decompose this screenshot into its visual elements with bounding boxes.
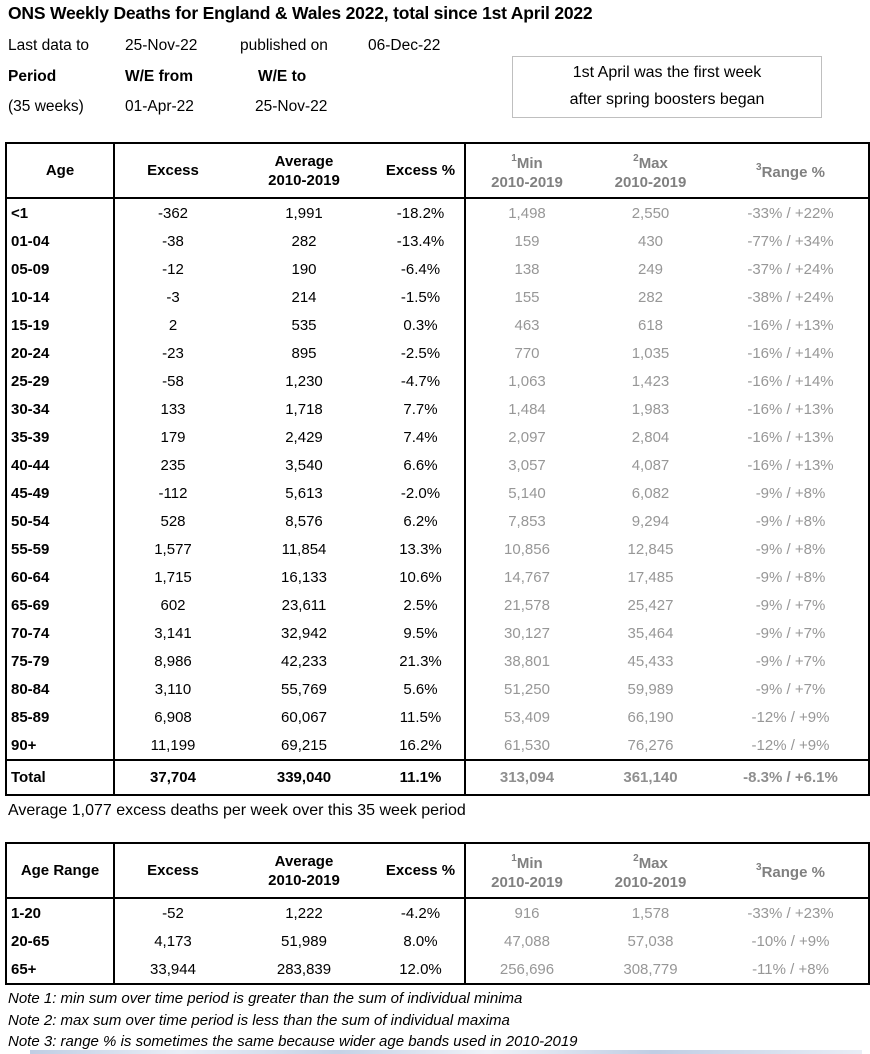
value-cell: 38,801 [504, 652, 550, 670]
table-row [6, 507, 869, 535]
row-label-cell: 65+ [6, 955, 114, 984]
table-row [6, 423, 869, 451]
value-cell: 37,704 [114, 760, 231, 795]
value-cell: 1,035 [631, 344, 670, 362]
value-cell: 69,215 [281, 736, 327, 754]
value-cell: 339,040 [231, 760, 377, 795]
value-cell: 9.5% [377, 619, 465, 647]
published-label: published on [240, 37, 328, 54]
value-cell: -6.4% [377, 255, 465, 283]
row-label-cell: 20-24 [6, 339, 114, 367]
value-cell: 3,110 [154, 680, 192, 698]
value-cell: 53,409 [504, 708, 550, 726]
value-cell: 1,484 [508, 400, 546, 418]
we-to-value: 25-Nov-22 [255, 98, 328, 115]
age-table [5, 142, 870, 796]
note-3: Note 3: range % is sometimes the same because wider age bands used in 2010-2019 [8, 1033, 578, 1050]
col-header-excess: Excess [114, 143, 231, 198]
row-label-cell: 20-65 [6, 927, 114, 955]
row-label-cell: 55-59 [6, 535, 114, 563]
row-label-cell: 10-14 [6, 283, 114, 311]
value-cell: 51,989 [281, 932, 327, 950]
value-cell: 283,839 [276, 960, 332, 978]
value-cell: -9% / +7% [755, 680, 826, 698]
row-label-cell: 15-19 [6, 311, 114, 339]
callout-line2: after spring boosters began [569, 91, 765, 108]
value-cell: 2,550 [631, 204, 670, 222]
value-cell: 2,429 [285, 428, 323, 446]
value-cell: 2.5% [377, 591, 465, 619]
row-label-cell: 01-04 [6, 227, 114, 255]
value-cell: -1.5% [377, 283, 465, 311]
table-row [6, 591, 869, 619]
note-2: Note 2: max sum over time period is less than the sum of individual maxima [8, 1011, 510, 1029]
value-cell: 3,057 [508, 456, 546, 474]
value-cell: 1,222 [285, 904, 323, 922]
value-cell: -16% / +14% [747, 344, 834, 362]
value-cell: -11% / +8% [752, 960, 829, 978]
table-row [6, 898, 869, 927]
row-label-cell: 45-49 [6, 479, 114, 507]
value-cell: 214 [291, 288, 317, 306]
table-row [6, 535, 869, 563]
value-cell: 42,233 [281, 652, 327, 670]
value-cell: 11.1% [377, 760, 465, 795]
value-cell: 32,942 [281, 624, 327, 642]
value-cell: 2,097 [508, 428, 546, 446]
value-cell: 895 [291, 344, 317, 362]
value-cell: 7.7% [377, 395, 465, 423]
value-cell: 3,540 [285, 456, 323, 474]
value-cell: 25,427 [627, 596, 674, 614]
table-row [6, 955, 869, 984]
row-label-cell: 85-89 [6, 703, 114, 731]
value-cell: 12,845 [627, 540, 674, 558]
value-cell: 33,944 [150, 960, 196, 978]
table-row [6, 451, 869, 479]
value-cell: 2,804 [631, 428, 670, 446]
col-header-excess-pct: Excess % [377, 843, 465, 898]
row-label-cell: 80-84 [6, 675, 114, 703]
value-cell: 5.6% [377, 675, 465, 703]
value-cell: 45,433 [627, 652, 674, 670]
value-cell: -112 [158, 484, 188, 502]
table-row [6, 367, 869, 395]
last-data-value: 25-Nov-22 [125, 37, 198, 54]
value-cell: 235 [160, 456, 186, 474]
value-cell: -18.2% [377, 198, 465, 227]
value-cell: 7,853 [508, 512, 546, 530]
table-row [6, 311, 869, 339]
value-cell: 35,464 [627, 624, 674, 642]
value-cell: 10.6% [377, 563, 465, 591]
value-cell: 11.5% [377, 703, 465, 731]
value-cell: 159 [514, 232, 540, 250]
value-cell: 9,294 [631, 512, 670, 530]
bottom-strip [30, 1050, 862, 1054]
header-row [6, 143, 869, 198]
total-row [6, 760, 869, 795]
value-cell: 2 [168, 316, 178, 334]
table-row [6, 227, 869, 255]
table-row [6, 647, 869, 675]
value-cell: -3 [166, 288, 180, 306]
value-cell: 1,578 [631, 904, 670, 922]
note-1: Note 1: min sum over time period is greater than the sum of individual minima [8, 990, 523, 1007]
table-row [6, 703, 869, 731]
col-header-excess-pct: Excess % [377, 143, 465, 198]
published-value: 06-Dec-22 [368, 37, 441, 54]
value-cell: 30,127 [504, 624, 550, 642]
notes [8, 988, 578, 1053]
col-header-min: $^1$Min 2010-2019 [465, 143, 588, 198]
value-cell: -58 [162, 372, 184, 390]
value-cell: -9% / +7% [755, 652, 826, 670]
callout-line1: 1st April was the first week [572, 64, 762, 81]
value-cell: -9% / +8% [755, 568, 826, 586]
period-sub: (35 weeks) [8, 98, 84, 115]
value-cell: -10% / +9% [751, 932, 830, 950]
value-cell: 256,696 [499, 960, 555, 978]
value-cell: -9% / +8% [755, 512, 826, 530]
we-from-label: W/E from [125, 68, 194, 85]
callout-box [512, 56, 822, 118]
value-cell: 4,087 [631, 456, 670, 474]
value-cell: -37% / +24% [747, 260, 834, 278]
value-cell: -16% / +13% [747, 428, 834, 446]
value-cell: 13.3% [377, 535, 465, 563]
last-data-label: Last data to [8, 37, 90, 54]
value-cell: -12% / +9% [751, 708, 830, 726]
value-cell: 11,199 [150, 736, 196, 754]
value-cell: 770 [514, 344, 540, 362]
value-cell: 17,485 [627, 568, 674, 586]
row-label-cell: 75-79 [6, 647, 114, 675]
value-cell: 282 [291, 232, 317, 250]
table-row [6, 563, 869, 591]
row-label-cell: 90+ [6, 731, 114, 760]
row-label-cell: 25-29 [6, 367, 114, 395]
we-to-label: W/E to [258, 68, 307, 85]
value-cell: 179 [160, 428, 186, 446]
value-cell: 14,767 [504, 568, 550, 586]
value-cell: 618 [637, 316, 664, 334]
table-row [6, 255, 869, 283]
row-label-cell: 65-69 [6, 591, 114, 619]
value-cell: -16% / +13% [747, 400, 834, 418]
value-cell: 66,190 [627, 708, 674, 726]
value-cell: -38% / +24% [747, 288, 834, 306]
col-header-average: Average 2010-2019 [231, 843, 377, 898]
row-label-cell: 30-34 [6, 395, 114, 423]
table-row [6, 395, 869, 423]
row-label-cell: 50-54 [6, 507, 114, 535]
table-row [6, 731, 869, 760]
value-cell: 5,140 [508, 484, 546, 502]
value-cell: -9% / +7% [755, 624, 826, 642]
value-cell: 1,230 [285, 372, 323, 390]
value-cell: 138 [514, 260, 540, 278]
period-label: Period [8, 68, 57, 85]
value-cell: 55,769 [281, 680, 327, 698]
value-cell: 528 [160, 512, 186, 530]
value-cell: 7.4% [377, 423, 465, 451]
col-header-max: $^2$Max 2010-2019 [588, 143, 713, 198]
value-cell: 1,498 [508, 204, 546, 222]
table-row [6, 198, 869, 227]
value-cell: -2.5% [377, 339, 465, 367]
value-cell: -12 [162, 260, 184, 278]
value-cell: 21.3% [377, 647, 465, 675]
header-row [6, 843, 869, 898]
value-cell: 133 [160, 400, 186, 418]
value-cell: -77% / +34% [747, 232, 834, 250]
value-cell: 6,908 [154, 708, 192, 726]
value-cell: 1,983 [631, 400, 670, 418]
value-cell: 3,141 [154, 624, 192, 642]
row-label-cell: 40-44 [6, 451, 114, 479]
value-cell: 190 [291, 260, 317, 278]
value-cell: 12.0% [377, 955, 465, 984]
age-range-table [5, 842, 870, 985]
value-cell: 1,063 [508, 372, 546, 390]
value-cell: 1,718 [285, 400, 323, 418]
value-cell: -4.7% [377, 367, 465, 395]
table-row [6, 619, 869, 647]
value-cell: 1,423 [631, 372, 670, 390]
value-cell: 21,578 [504, 596, 550, 614]
value-cell: 6,082 [631, 484, 670, 502]
table-row [6, 283, 869, 311]
value-cell: -33% / +23% [747, 904, 834, 922]
page-title: ONS Weekly Deaths for England & Wales 2022, total since 1st April 2022 [8, 3, 593, 23]
table-row [6, 927, 869, 955]
value-cell: -9% / +8% [755, 540, 826, 558]
row-label-cell: 1-20 [6, 898, 114, 927]
value-cell: 11,854 [281, 540, 327, 558]
col-header-range: $^3$Range % [713, 143, 869, 198]
value-cell: 155 [514, 288, 540, 306]
value-cell: 313,094 [465, 760, 588, 795]
value-cell: 61,530 [504, 736, 550, 754]
summary-text: Average 1,077 excess deaths per week over this 35 week period [8, 802, 466, 819]
value-cell: -38 [162, 232, 184, 250]
value-cell: -16% / +13% [747, 316, 834, 334]
value-cell: 1,715 [154, 568, 192, 586]
value-cell: -33% / +22% [747, 204, 834, 222]
table-row [6, 479, 869, 507]
col-header-average: Average 2010-2019 [231, 143, 377, 198]
value-cell: -9% / +7% [755, 596, 826, 614]
value-cell: 16,133 [281, 568, 327, 586]
table-row [6, 675, 869, 703]
value-cell: 602 [160, 596, 186, 614]
col-header-age-range: Age Range [6, 843, 114, 898]
we-from-value: 01-Apr-22 [125, 98, 194, 115]
value-cell: 60,067 [281, 708, 327, 726]
col-header-age: Age [6, 143, 114, 198]
value-cell: 535 [291, 316, 317, 334]
table-row [6, 339, 869, 367]
row-label-cell: Total [6, 760, 114, 795]
value-cell: 51,250 [504, 680, 550, 698]
row-label-cell: 35-39 [6, 423, 114, 451]
value-cell: 249 [637, 260, 664, 278]
value-cell: 430 [637, 232, 664, 250]
value-cell: 1,577 [154, 540, 192, 558]
value-cell: -4.2% [377, 898, 465, 927]
value-cell: 4,173 [154, 932, 192, 950]
col-header-min: $^1$Min 2010-2019 [465, 843, 588, 898]
value-cell: 916 [514, 904, 540, 922]
value-cell: -8.3% / +6.1% [713, 760, 869, 795]
value-cell: -16% / +14% [747, 372, 834, 390]
value-cell: 8,986 [154, 652, 192, 670]
value-cell: 308,779 [623, 960, 678, 978]
value-cell: -2.0% [377, 479, 465, 507]
value-cell: 8.0% [377, 927, 465, 955]
value-cell: 76,276 [627, 736, 674, 754]
row-label-cell: 05-09 [6, 255, 114, 283]
col-header-range: $^3$Range % [713, 843, 869, 898]
row-label-cell: 70-74 [6, 619, 114, 647]
value-cell: 59,989 [627, 680, 674, 698]
value-cell: 8,576 [285, 512, 323, 530]
row-label-cell: 60-64 [6, 563, 114, 591]
value-cell: 6.6% [377, 451, 465, 479]
value-cell: 6.2% [377, 507, 465, 535]
value-cell: 5,613 [285, 484, 323, 502]
value-cell: 361,140 [588, 760, 713, 795]
value-cell: 0.3% [377, 311, 465, 339]
value-cell: -23 [162, 344, 184, 362]
value-cell: 10,856 [504, 540, 550, 558]
value-cell: -9% / +8% [755, 484, 826, 502]
value-cell: 47,088 [504, 932, 550, 950]
value-cell: -12% / +9% [751, 736, 830, 754]
value-cell: 282 [637, 288, 664, 306]
value-cell: -52 [162, 904, 184, 922]
col-header-max: $^2$Max 2010-2019 [588, 843, 713, 898]
value-cell: 57,038 [627, 932, 674, 950]
value-cell: -362 [157, 204, 189, 222]
value-cell: 23,611 [281, 596, 327, 614]
row-label-cell: <1 [6, 198, 114, 227]
col-header-excess: Excess [114, 843, 231, 898]
value-cell: 16.2% [377, 731, 465, 760]
value-cell: -13.4% [377, 227, 465, 255]
value-cell: 463 [514, 316, 540, 334]
value-cell: -16% / +13% [747, 456, 834, 474]
value-cell: 1,991 [285, 204, 323, 222]
